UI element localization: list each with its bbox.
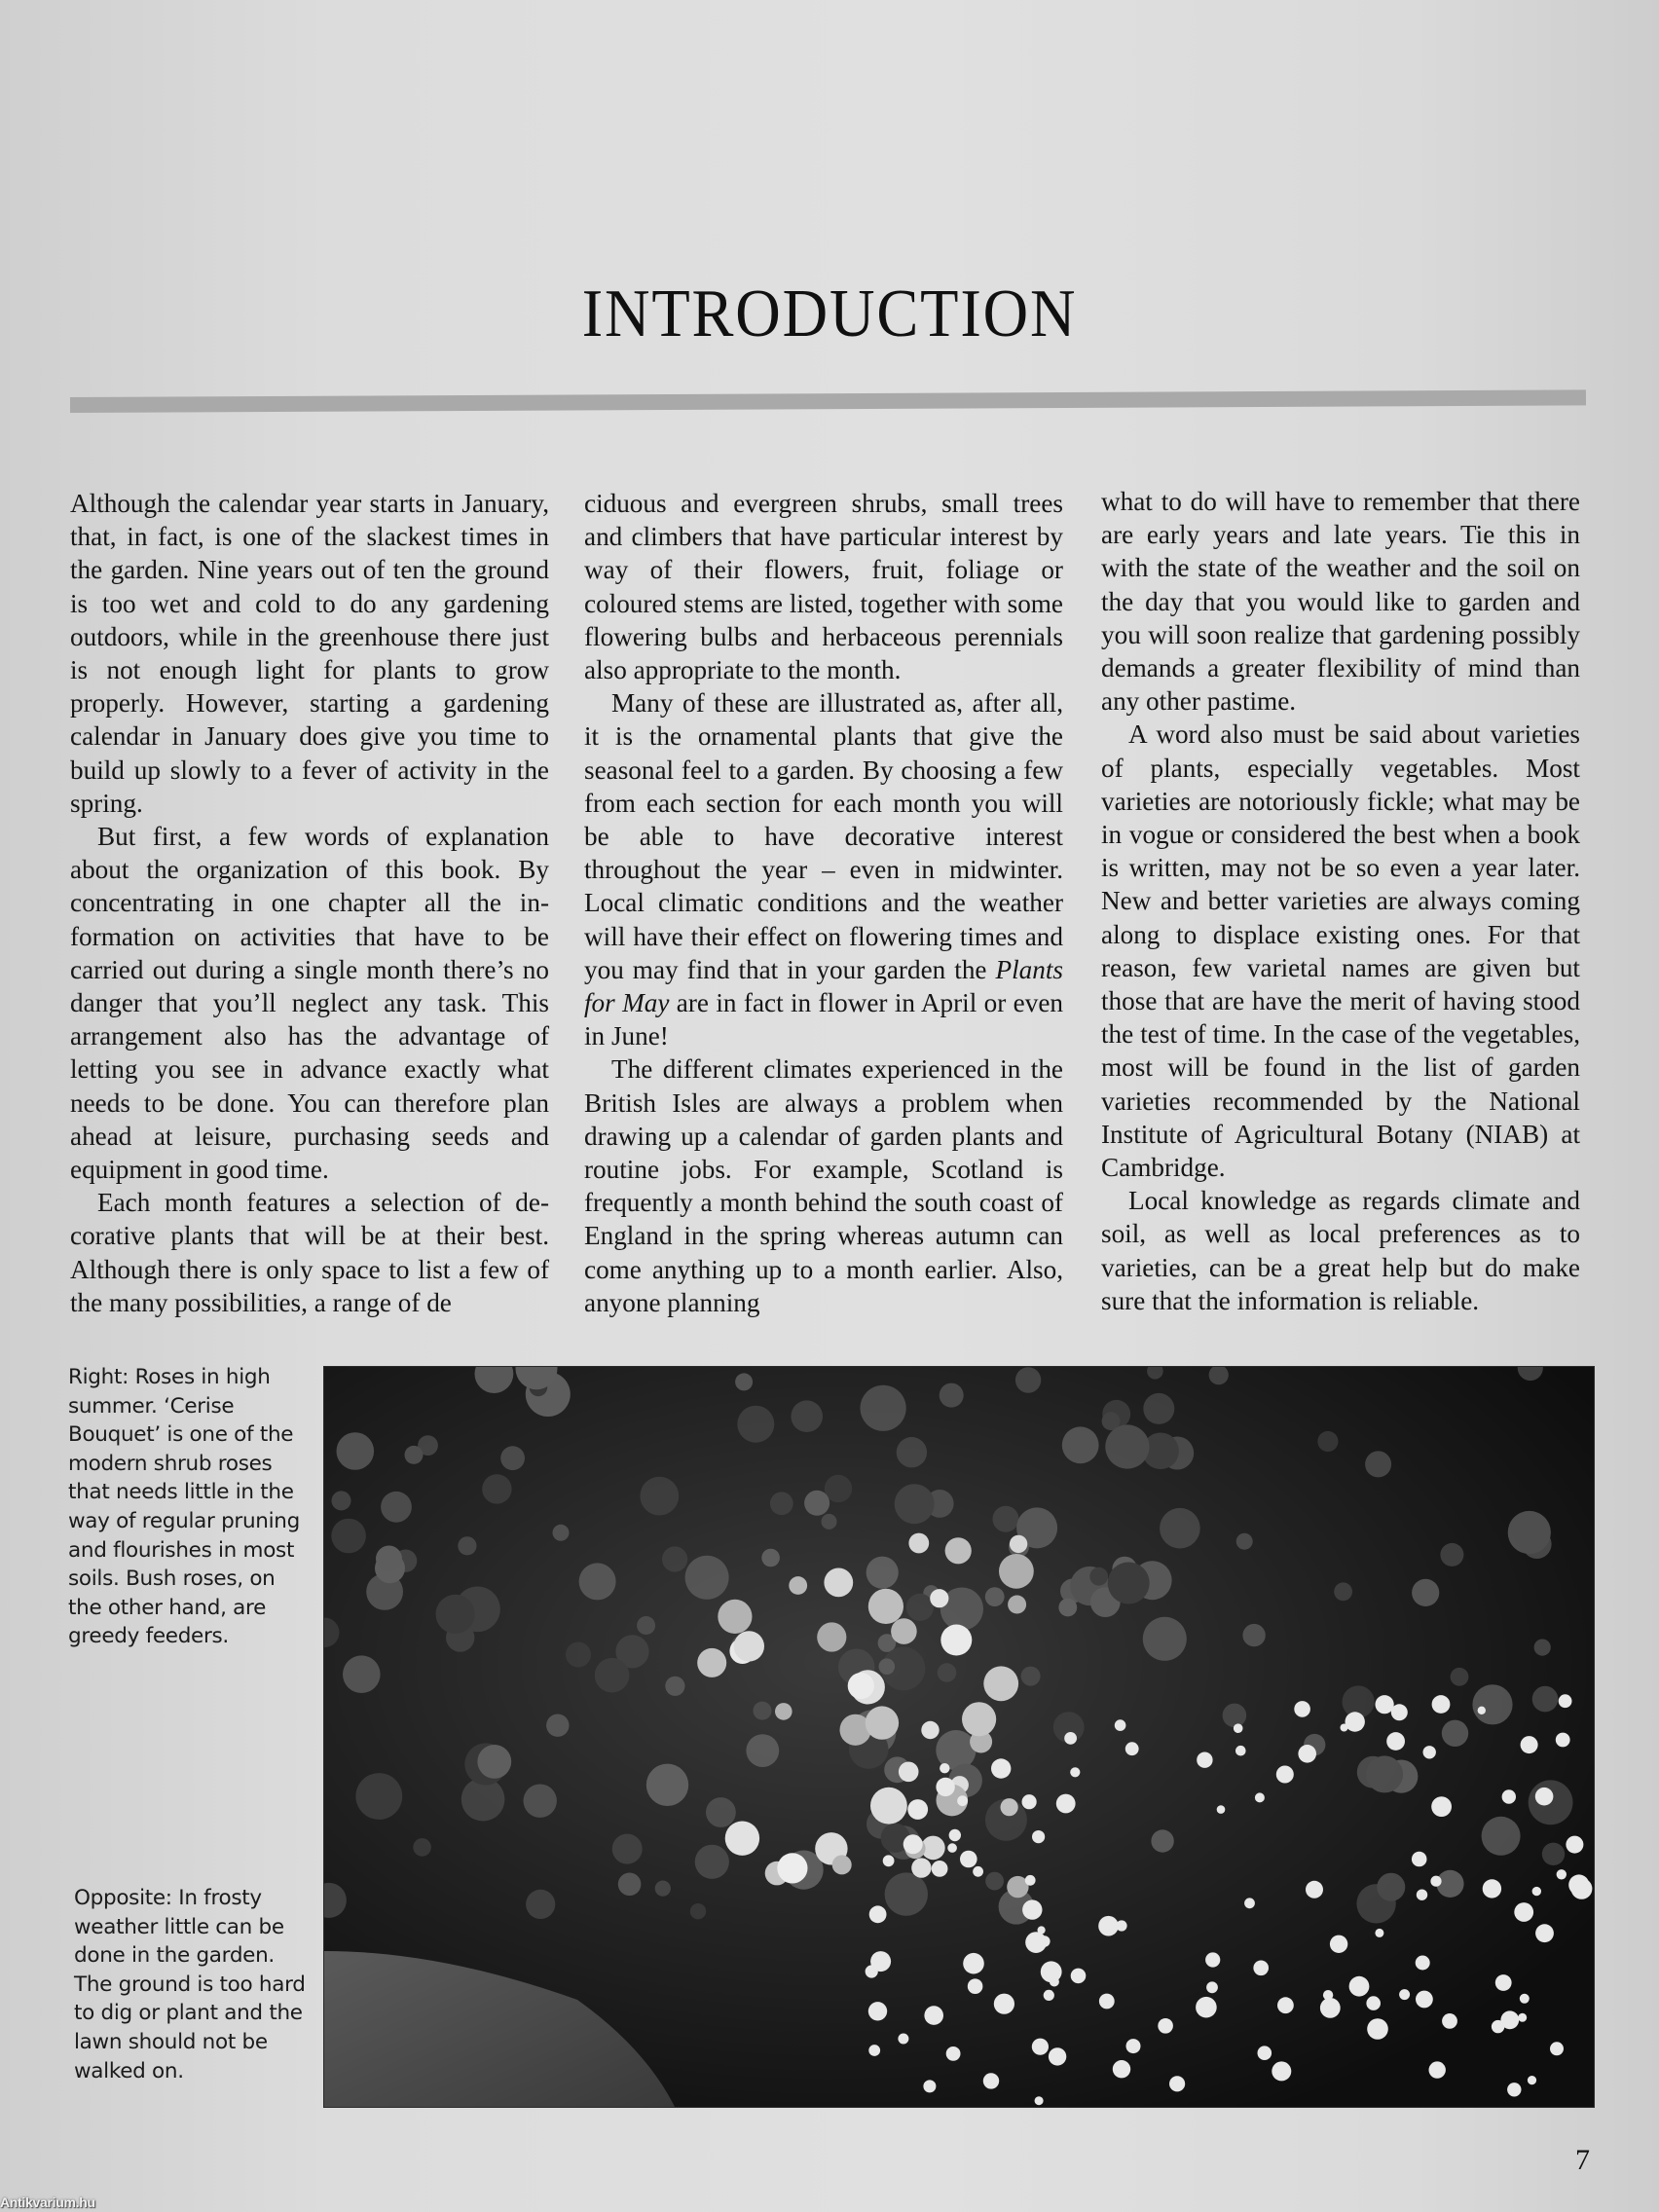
daisy-flower — [907, 1799, 928, 1820]
daisy-flower — [1366, 1996, 1381, 2010]
daisy-flower — [1272, 2061, 1291, 2081]
rose-bloom — [1542, 1843, 1565, 1865]
photo-caption-opposite: Opposite: In frosty weather little can be done in the garden. The ground is too hard to dig or plant and the lawn should not be walked on. — [74, 1886, 306, 2083]
daisy-flower — [868, 2002, 887, 2020]
rose-bloom — [612, 1834, 643, 1864]
rose-bloom — [930, 1589, 948, 1607]
rose-bloom — [775, 1703, 793, 1720]
rose-bloom — [1532, 1686, 1559, 1713]
daisy-flower — [1341, 1724, 1348, 1732]
rose-bloom — [746, 1734, 779, 1767]
daisy-flower — [1298, 1745, 1316, 1763]
daisy-flower — [1306, 1881, 1323, 1899]
daisy-flower — [1044, 1990, 1054, 2001]
text-column-2 — [584, 487, 1063, 1319]
paragraph: The different climates experienced in the British Isles are always a problem when drawing up a calendar of garden plants and routine jobs. For example, Scotland is frequently a month behind the south coast of England in the spring whereas autumn can come anything up to a month earlier. Also, anyone planning — [584, 1054, 1063, 1317]
daisy-flower — [1255, 1792, 1265, 1802]
rose-bloom — [655, 1881, 671, 1897]
daisy-flower — [1391, 1704, 1408, 1720]
rose-bloom — [579, 1563, 616, 1600]
daisy-flower — [1423, 1746, 1436, 1758]
daisy-flower — [1399, 1989, 1410, 2000]
daisy-flower — [868, 2045, 880, 2056]
daisy-flower — [1099, 1994, 1115, 2009]
daisy-flower — [1197, 1752, 1212, 1768]
rose-bloom — [1508, 1511, 1551, 1554]
text-column-1 — [70, 487, 549, 1319]
rose-bloom — [1160, 1508, 1200, 1549]
daisy-flower — [1483, 1879, 1501, 1898]
text-column-3 — [1101, 485, 1580, 1317]
rose-bloom — [1472, 1684, 1512, 1724]
daisy-flower — [1346, 1712, 1365, 1731]
rose-bloom — [897, 1437, 927, 1467]
rose-bloom — [895, 1484, 935, 1524]
rose-bloom — [985, 1587, 1005, 1606]
rose-bloom — [381, 1492, 412, 1523]
rose-bloom — [906, 1594, 934, 1621]
rose-bloom — [524, 1785, 557, 1818]
daisy-flower — [963, 1953, 984, 1974]
daisy-flower — [1500, 2010, 1519, 2029]
rose-bloom — [770, 1492, 793, 1515]
daisy-flower — [1196, 1997, 1217, 2018]
rose-bloom — [482, 1474, 511, 1503]
rose-bloom — [754, 1702, 772, 1720]
rose-bloom — [866, 1557, 899, 1589]
paragraph: ciduous and evergreen shrubs, small trees and climbers that have particular interest by way of their flowers, fruit, foliage or coloured stems are listed, together with some flowering bulbs and herbaceous perennials also appropriate to the month. — [584, 489, 1063, 685]
daisy-flower — [994, 1994, 1014, 2014]
daisy-flower — [936, 1778, 954, 1796]
rose-bloom — [546, 1714, 569, 1737]
daisy-flower — [1235, 1746, 1246, 1756]
daisy-flower — [1041, 1961, 1062, 1982]
rose-bloom — [777, 1853, 807, 1883]
daisy-flower — [1478, 1707, 1486, 1714]
daisy-flower — [1416, 1991, 1433, 2009]
page-title: INTRODUCTION — [581, 276, 1078, 351]
paragraph-text: Many of these are illustrated as, after all, it is the ornamental plants that give the seasonal feel to a garden. By choosing a few from each section for each month you will be able to have decorative interest throughout the year – even in midwinter. Local climatic conditions and the weather will have their effect on flowering times and you may find that in your garden the — [584, 688, 1063, 984]
rose-bloom — [436, 1595, 475, 1634]
daisy-flower — [883, 1855, 895, 1866]
rose-bloom — [1143, 1617, 1187, 1661]
rose-bloom — [832, 1855, 852, 1874]
rose-bloom — [637, 1616, 655, 1635]
rose-bloom — [962, 1702, 996, 1736]
garden-photo — [324, 1367, 1594, 2107]
rose-bloom — [376, 1546, 402, 1572]
rose-bloom — [1334, 1582, 1352, 1601]
daisy-flower — [973, 1866, 983, 1877]
daisy-flower — [924, 2006, 943, 2025]
daisy-flower — [1535, 1788, 1554, 1806]
rose-bloom — [697, 1648, 726, 1677]
rose-bloom — [940, 1383, 964, 1408]
daisy-flower — [1158, 2018, 1173, 2034]
rose-bloom — [993, 1506, 1019, 1532]
rose-bloom — [477, 1745, 511, 1779]
daisy-flower — [1442, 2013, 1457, 2029]
rose-bloom — [1105, 1424, 1149, 1468]
daisy-flower — [947, 1843, 957, 1853]
daisy-flower — [1430, 1876, 1441, 1887]
rose-bloom — [911, 1858, 931, 1877]
rose-bloom — [1008, 1596, 1026, 1614]
italic-title: Plants for May — [584, 954, 1063, 1018]
daisy-flower — [1258, 2046, 1272, 2060]
rose-bloom — [938, 1663, 957, 1682]
rose-bloom — [791, 1400, 823, 1432]
daisy-flower — [1330, 1936, 1347, 1953]
rose-bloom — [804, 1491, 830, 1516]
rose-bloom — [1108, 1563, 1150, 1604]
daisy-flower — [1115, 1719, 1126, 1731]
rose-bloom — [413, 1838, 431, 1857]
rose-bloom — [1451, 1668, 1469, 1686]
rose-bloom — [1151, 1829, 1173, 1852]
daisy-flower — [1502, 1789, 1516, 1803]
daisy-flower — [1049, 2047, 1066, 2065]
daisy-flower — [1556, 1733, 1570, 1748]
daisy-flower — [1568, 1874, 1589, 1895]
paragraph: what to do will have to remember that there are early years and late years. Tie this in with the state of the weather and the soil on the day that you would like to garden and you will soon realize that gardening possibly demands a greater flexibility of mind than any other pastime. — [1101, 487, 1580, 717]
rose-bloom — [822, 1514, 837, 1530]
rose-bloom — [891, 1618, 917, 1644]
rose-bloom — [405, 1446, 424, 1464]
rose-bloom — [879, 1658, 896, 1675]
rose-bloom — [718, 1600, 752, 1634]
daisy-flower — [1039, 1936, 1051, 1947]
daisy-flower — [1320, 1998, 1341, 2018]
rose-bloom — [932, 1861, 948, 1877]
rose-bloom — [1001, 1798, 1018, 1816]
rose-bloom — [885, 1872, 928, 1915]
daisy-flower — [1056, 1794, 1076, 1814]
daisy-flower — [1532, 1887, 1541, 1896]
rose-bloom — [761, 1549, 780, 1567]
rose-bloom — [983, 1666, 1018, 1701]
daisy-flower — [1169, 2076, 1185, 2091]
daisy-flower — [1514, 1902, 1533, 1922]
daisy-flower — [903, 1834, 923, 1854]
rose-bloom — [1010, 1535, 1027, 1553]
daisy-flower — [940, 1763, 949, 1773]
rose-bloom — [1317, 1431, 1338, 1452]
rose-bloom — [1482, 1817, 1521, 1856]
rose-bloom — [734, 1631, 764, 1661]
rose-bloom — [332, 1491, 351, 1510]
daisy-flower — [1518, 2013, 1527, 2022]
rose-bloom — [553, 1525, 570, 1541]
daisy-flower — [1022, 1899, 1042, 1919]
daisy-flower — [1071, 1969, 1087, 1984]
daisy-flower — [1521, 1736, 1538, 1753]
daisy-flower — [1520, 1994, 1530, 2004]
rose-bloom — [870, 1788, 907, 1825]
daisy-flower — [1417, 1890, 1427, 1900]
daisy-flower — [1113, 2060, 1130, 2078]
rose-bloom — [824, 1568, 853, 1598]
rose-bloom — [940, 1625, 972, 1656]
daisy-flower — [983, 2073, 999, 2088]
daisy-flower — [1253, 1961, 1269, 1976]
rose-bloom — [331, 1519, 366, 1554]
daisy-flower — [1206, 1981, 1218, 1993]
rose-bloom — [1366, 1755, 1403, 1792]
daisy-flower — [1559, 1694, 1572, 1708]
rose-bloom — [985, 1872, 1004, 1891]
watermark: Antikvarium.hu — [0, 2194, 95, 2210]
daisy-flower — [1038, 1926, 1046, 1934]
daisy-flower — [869, 1905, 887, 1923]
paragraph: Each month features a selection of decorative plants that will be at their best. Although there is only space to list a few of the many possibilities, a range of de — [70, 1188, 549, 1317]
daisy-flower — [1244, 1898, 1255, 1908]
daisy-flower — [957, 1795, 968, 1806]
rose-bloom — [695, 1845, 729, 1879]
daisy-flower — [1416, 1956, 1430, 1971]
rose-bloom — [500, 1446, 525, 1470]
rose-bloom — [866, 1706, 899, 1739]
daisy-flower — [1032, 2039, 1049, 2055]
rose-bloom — [1062, 1426, 1099, 1463]
rose-bloom — [343, 1655, 381, 1693]
rose-bloom — [1089, 1567, 1108, 1586]
daisy-flower — [1323, 1990, 1333, 2000]
daisy-flower — [1557, 1869, 1567, 1879]
rose-bloom — [899, 1762, 919, 1783]
rose-bloom — [458, 1536, 476, 1555]
rose-bloom — [1412, 1579, 1439, 1606]
daisy-flower — [1412, 1852, 1427, 1867]
rose-bloom — [1143, 1393, 1174, 1424]
photo-caption-right: Right: Roses in high summer. ‘Cerise Bouquet’ is one of the modern shrub roses that needs little in the way of regular pruning and flourishes in most soils. Bush roses, on the other hand, are greedy feeders. — [68, 1365, 300, 1649]
rose-bloom — [526, 1890, 555, 1919]
daisy-flower — [960, 1851, 977, 1868]
daisy-flower — [1528, 2076, 1536, 2084]
garden-photo-image — [324, 1367, 1594, 2107]
daisy-flower — [1432, 1695, 1451, 1714]
daisy-flower — [991, 1758, 1011, 1778]
daisy-flower — [1495, 1974, 1512, 1991]
daisy-flower — [866, 1965, 878, 1977]
rose-bloom — [1440, 1543, 1463, 1567]
rose-bloom — [1236, 1533, 1253, 1550]
rose-bloom — [595, 1658, 630, 1693]
daisy-flower — [1535, 1924, 1554, 1942]
rose-bloom — [646, 1764, 688, 1806]
paragraph: Although the calendar year starts in January, that, in fact, is one of the slackest times in the garden. Nine years out of ten the ground is too wet and cold to do any gardening outdoors, while in the greenhouse there just is not enough light for plants to grow properly. However, starting a gardening calendar in January does give you time to build up slowly to a fever of activity in the spring. — [70, 489, 549, 818]
paragraph-text: are in fact in flower in April or even in June! — [584, 988, 1063, 1051]
daisy-flower — [1376, 1695, 1394, 1714]
rose-bloom — [662, 1546, 687, 1571]
rose-bloom — [945, 1537, 972, 1564]
rose-bloom — [1058, 1599, 1077, 1617]
rose-bloom — [665, 1677, 684, 1696]
daisy-flower — [1126, 2039, 1141, 2053]
daisy-flower — [1507, 2083, 1521, 2096]
daisy-flower — [923, 2080, 936, 2092]
rose-bloom — [355, 1773, 402, 1820]
daisy-flower — [1064, 1732, 1077, 1745]
daisy-flower — [1349, 1976, 1370, 1997]
daisy-flower — [1035, 2096, 1044, 2105]
rose-bloom — [725, 1822, 759, 1856]
daisy-flower — [946, 2046, 961, 2061]
rose-bloom — [1534, 1640, 1551, 1656]
paragraph — [584, 686, 1063, 1052]
daisy-flower — [1032, 1830, 1045, 1843]
rose-bloom — [789, 1576, 807, 1595]
rose-bloom — [706, 1797, 736, 1827]
daisy-flower — [1276, 1766, 1294, 1784]
daisy-flower — [1375, 1929, 1383, 1937]
daisy-flower — [1367, 2018, 1388, 2040]
rose-bloom — [1365, 1451, 1391, 1477]
daisy-flower — [1234, 1723, 1243, 1733]
paragraph: But first, a few words of explanation about the organization of this book. By concentrating in one chapter all the information on activities that have to be carried out during a single month there’s no danger that you’ll neglect any task. This arrangement also has the advantage of letting you see in advance exactly what needs to be done. You can therefore plan ahead at leisure, purchasing seeds and equipment in good time. — [70, 822, 549, 1185]
rose-bloom — [685, 1556, 729, 1600]
rose-bloom — [868, 1589, 903, 1624]
title-rule-divider — [70, 389, 1586, 413]
rose-bloom — [1442, 1720, 1468, 1747]
rose-bloom — [1242, 1624, 1265, 1646]
daisy-flower — [1070, 1767, 1080, 1777]
daisy-flower — [1431, 1796, 1452, 1817]
rose-bloom — [1377, 1873, 1405, 1901]
paragraph: Local knowledge as regards climate and soil, as well as local preferences as to varieties, can be a great help but do make sure that the information is reliable. — [1101, 1186, 1580, 1315]
rose-bloom — [861, 1385, 906, 1431]
daisy-flower — [968, 1978, 983, 1994]
rose-bloom — [817, 1622, 846, 1651]
daisy-flower — [1550, 2042, 1564, 2055]
rose-bloom — [566, 1642, 591, 1668]
daisy-flower — [1125, 1742, 1139, 1755]
rose-bloom — [640, 1477, 679, 1516]
daisy-flower — [1294, 1701, 1310, 1717]
daisy-flower — [1429, 2061, 1446, 2078]
rose-bloom — [737, 1406, 774, 1443]
rose-bloom — [735, 1373, 753, 1390]
daisy-flower — [1022, 1794, 1037, 1809]
rose-bloom — [618, 1873, 642, 1897]
rose-bloom — [921, 1721, 939, 1739]
daisy-flower — [1386, 1732, 1405, 1751]
daisy-flower — [1217, 1805, 1226, 1814]
rose-bloom — [690, 1903, 706, 1919]
paragraph: A word also must be said about varieties of plants, especially vegetables. Most varieties are notoriously fickle; what may be in vogue or considered the best when a book is written, may not be so even a year later. New and better varieties are always coming along to displace existing ones. For that reason, few varietal names are given but those that are have the merit of having stood the test of time. In the case of the vegetables, most will be found in the list of garden varieties recommended by the National Institute of Agricultural Botany (NIAB) at Cambridge. — [1101, 719, 1580, 1183]
daisy-flower — [949, 1829, 961, 1841]
daisy-flower — [1025, 1875, 1036, 1886]
rose-bloom — [337, 1432, 375, 1470]
daisy-flower — [1098, 1916, 1119, 1936]
rose-bloom — [1223, 1704, 1247, 1728]
daisy-flower — [1566, 1836, 1583, 1854]
daisy-flower — [1277, 1997, 1294, 2013]
rose-bloom — [999, 1554, 1034, 1589]
rose-bloom — [1015, 1367, 1041, 1392]
rose-bloom — [908, 1533, 929, 1554]
rose-bloom — [848, 1673, 874, 1699]
daisy-flower — [1205, 1952, 1220, 1967]
page-number: 7 — [1575, 2144, 1590, 2176]
daisy-flower — [898, 2034, 908, 2045]
rose-bloom — [1021, 1667, 1041, 1686]
